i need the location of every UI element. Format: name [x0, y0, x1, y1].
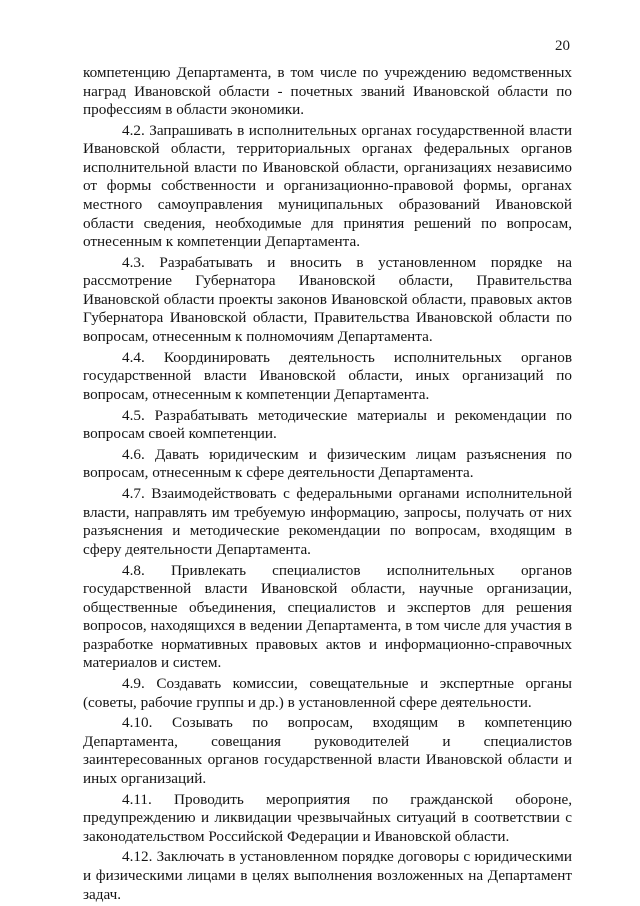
page-number: 20: [555, 38, 570, 54]
paragraph-4-9: 4.9. Создавать комиссии, совещательные и экспертные органы (советы, рабочие группы и др.) в установленной сфере деятельности.: [83, 675, 572, 711]
paragraph-4-8: 4.8. Привлекать специалистов исполнительных органов государственной власти Ивановской области, научные организации, общественные объединения, специалистов и экспертов для решения вопросов, находящихся в ведении Департамента, в том числе для участия в разработке нормативных правовых актов и информационно-справочных материалов и систем.: [83, 561, 572, 672]
document-body: [83, 64, 572, 906]
paragraph-4-2: 4.2. Запрашивать в исполнительных органах государственной власти Ивановской области, территориальных органах федеральных органов исполнительной власти по Ивановской области, организациях независимо от формы собственности и организационно-правовой формы, органах местного самоуправления муниципальных образований Ивановской области сведения, необходимые для принятия решений по вопросам, отнесенным к компетенции Департамента.: [83, 121, 572, 251]
paragraph-4-5: 4.5. Разрабатывать методические материалы и рекомендации по вопросам своей компетенции.: [83, 406, 572, 443]
paragraph-4-7: 4.7. Взаимодействовать с федеральными органами исполнительной власти, направлять им требуемую информацию, запросы, получать от них разъяснения и методические рекомендации по вопросам, входящим в сферу деятельности Департамента.: [83, 485, 572, 558]
paragraph-continuation: компетенцию Департамента, в том числе по учреждению ведомственных наград Ивановской области - почетных званий Ивановской области по профессиям в области экономики.: [83, 64, 572, 119]
paragraph-4-4: 4.4. Координировать деятельность исполнительных органов государственной власти Ивановской области, иных организаций по вопросам, отнесенным к компетенции Департамента.: [83, 348, 572, 403]
paragraph-4-12: 4.12. Заключать в установленном порядке договоры с юридическими и физическими лицами в целях выполнения возложенных на Департамент задач.: [83, 848, 572, 903]
paragraph-4-11: 4.11. Проводить мероприятия по гражданской обороне, предупреждению и ликвидации чрезвычайных ситуаций в соответствии с законодательством Российской Федерации и Ивановской области.: [83, 790, 572, 845]
paragraph-4-3: 4.3. Разрабатывать и вносить в установленном порядке на рассмотрение Губернатора Ивановской области, Правительства Ивановской области проекты законов Ивановской области, правовых актов Губернатора Ивановской области, Правительства Ивановской области по вопросам, отнесенным к полномочиям Департамента.: [83, 253, 572, 346]
paragraph-4-10: 4.10. Созывать по вопросам, входящим в компетенцию Департамента, совещания руководителей и специалистов заинтересованных органов государственной власти Ивановской области и иных организаций.: [83, 714, 572, 787]
paragraph-4-6: 4.6. Давать юридическим и физическим лицам разъяснения по вопросам, отнесенным к сфере деятельности Департамента.: [83, 445, 572, 482]
